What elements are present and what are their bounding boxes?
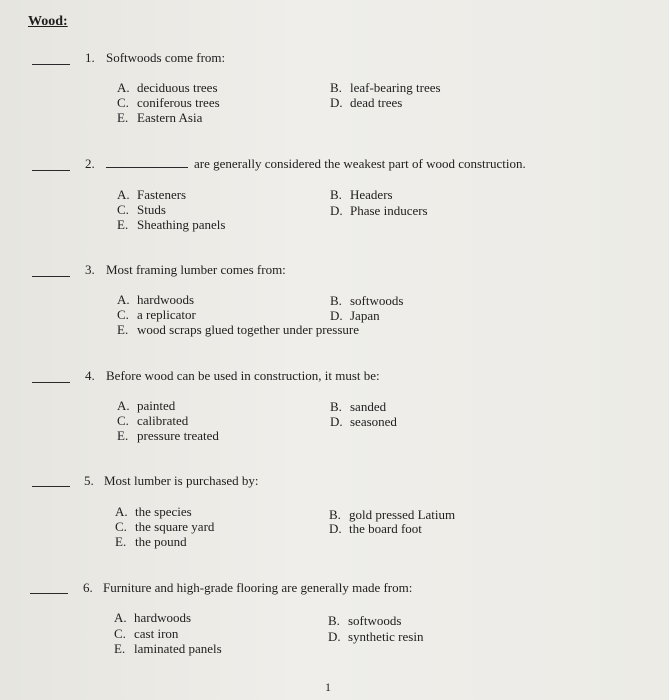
option-6d: D. synthetic resin [328, 629, 424, 644]
option-4e: E. pressure treated [117, 428, 219, 443]
answer-blank-1[interactable] [32, 64, 70, 65]
section-title: Wood: [28, 14, 68, 29]
question-number-2: 2. [85, 156, 95, 171]
option-2c: C. Studs [117, 202, 166, 217]
option-5a: A. the species [115, 504, 192, 519]
question-number-4: 4. [85, 368, 95, 383]
answer-blank-3[interactable] [32, 276, 70, 277]
option-1a: A. deciduous trees [117, 80, 218, 95]
question-text-2: are generally considered the weakest part of wood construction. [106, 156, 526, 172]
option-2b: B. Headers [330, 187, 393, 202]
question-number-3: 3. [85, 262, 95, 277]
question-number-5: 5. [84, 473, 94, 488]
option-3d: D. Japan [330, 308, 380, 323]
option-6e: E. laminated panels [114, 641, 222, 656]
option-4a: A. painted [117, 398, 176, 413]
option-4b: B. sanded [330, 399, 387, 414]
question-number-6: 6. [83, 580, 93, 595]
answer-blank-6[interactable] [30, 593, 68, 594]
option-5c: C. the square yard [115, 519, 215, 534]
option-5b: B. gold pressed Latium [329, 507, 456, 522]
question-number-1: 1. [85, 50, 95, 65]
page-number: 1 [325, 680, 331, 694]
option-6a: A. hardwoods [114, 610, 192, 625]
answer-blank-5[interactable] [32, 486, 70, 487]
option-5d: D. the board foot [329, 521, 422, 536]
option-1d: D. dead trees [330, 95, 403, 110]
option-3b: B. softwoods [330, 293, 404, 308]
question-text-3: Most framing lumber comes from: [106, 262, 286, 277]
option-2e: E. Sheathing panels [117, 217, 226, 232]
option-4c: C. calibrated [117, 413, 189, 428]
option-1b: B. leaf-bearing trees [330, 80, 441, 95]
option-2d: D. Phase inducers [330, 203, 428, 218]
option-1c: C. coniferous trees [117, 95, 220, 110]
option-3e: E. wood scraps glued together under pressure [117, 322, 360, 337]
question-text-6: Furniture and high-grade flooring are generally made from: [103, 580, 413, 595]
option-1e: E. Eastern Asia [117, 110, 203, 125]
option-6c: C. cast iron [114, 626, 179, 641]
option-5e: E. the pound [115, 534, 187, 549]
question-text-1: Softwoods come from: [106, 50, 226, 65]
option-3c: C. a replicator [117, 307, 196, 322]
inline-blank-2[interactable] [106, 157, 188, 168]
answer-blank-2[interactable] [32, 170, 70, 171]
question-text-4: Before wood can be used in construction, it must be: [106, 368, 380, 383]
option-2a: A. Fasteners [117, 187, 187, 202]
answer-blank-4[interactable] [32, 382, 70, 383]
option-6b: B. softwoods [328, 613, 402, 628]
option-4d: D. seasoned [330, 414, 397, 429]
option-3a: A. hardwoods [117, 292, 195, 307]
question-text-5: Most lumber is purchased by: [104, 473, 259, 488]
